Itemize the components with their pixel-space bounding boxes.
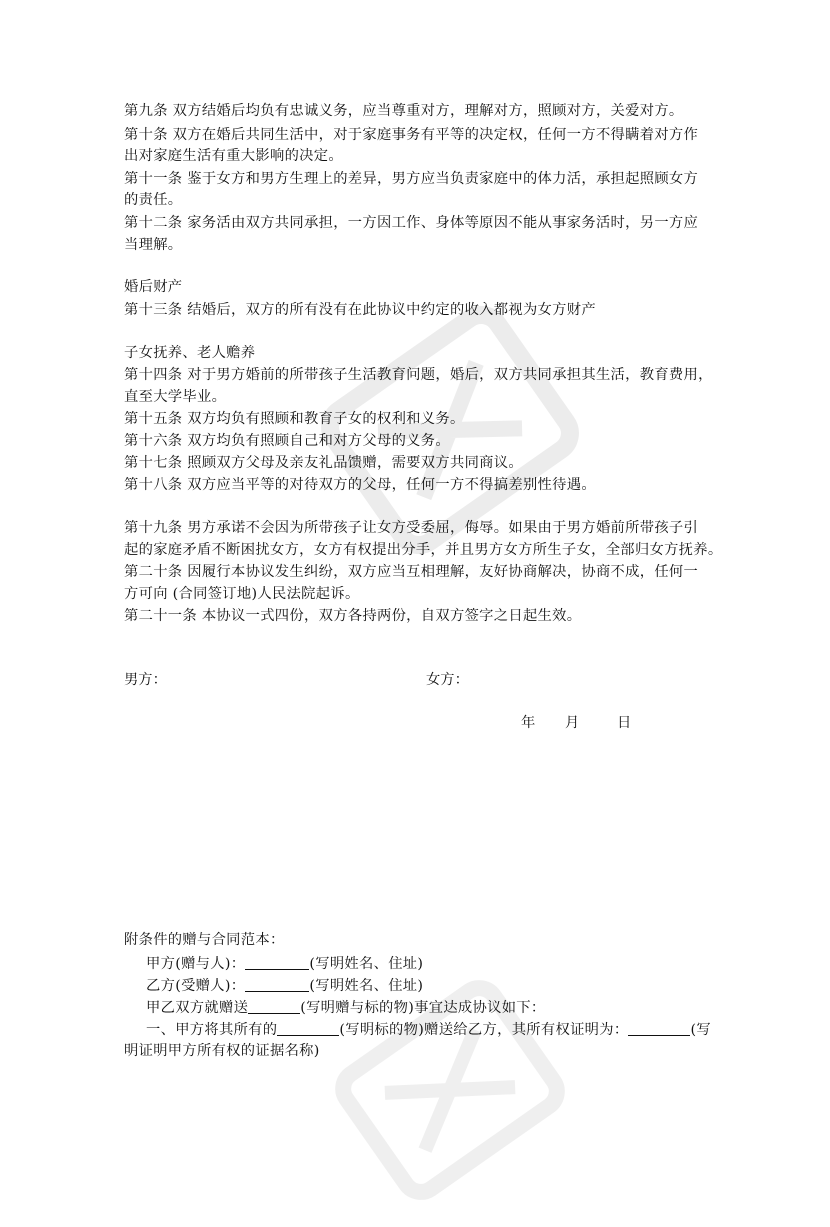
clause-19-line-2: 起的家庭矛盾不断困扰女方，女方有权提出分手，并且男方女方所生子女，全部归女方抚养。 [124, 542, 723, 558]
clause-14-line-2: 直至大学毕业。 [124, 389, 227, 405]
item-1-proof-blank [628, 1019, 690, 1036]
clause-10-line-2: 出对家庭生活有重大影响的决定。 [124, 148, 343, 164]
clause-14-line-1: 第十四条 对于男方婚前的所带孩子生活教育问题，婚后，双方共同承担其生活，教育费用， [124, 367, 713, 383]
clause-20-line-1: 第二十条 因履行本协议发生纠纷，双方应当互相理解，友好协商解决，协商不成，任何一 [124, 564, 699, 580]
clause-11-line-1: 第十一条 鉴于女方和男方生理上的差异，男方应当负责家庭中的体力活，承担起照顾女方 [124, 171, 699, 187]
gift-object-blank [248, 997, 300, 1014]
party-a-blank [245, 953, 309, 970]
item-1-pre: 一、甲方将其所有的 [146, 1022, 278, 1038]
date-day: 日 [617, 715, 632, 731]
clause-17: 第十七条 照顾双方父母及亲友礼品馈赠，需要双方共同商议。 [124, 455, 523, 471]
clause-11-line-2: 的责任。 [124, 192, 183, 208]
date-year: 年 [521, 715, 536, 731]
party-b-hint: (写明姓名、住址) [309, 978, 424, 994]
signature-female: 女方： [426, 672, 469, 688]
item-1-line-2: 明证明甲方所有权的证据名称) [124, 1043, 320, 1059]
clause-10-line-1: 第十条 双方在婚后共同生活中，对于家庭事务有平等的决定权，任何一方不得瞒着对方作 [124, 127, 699, 143]
clause-13: 第十三条 结婚后，双方的所有没有在此协议中约定的收入都视为女方财产 [124, 302, 596, 318]
clause-15: 第十五条 双方均负有照顾和教育子女的权利和义务。 [124, 411, 465, 427]
party-a-label: 甲方(赠与人)： [146, 956, 246, 972]
item-1-mid: (写明标的物)赠送给乙方，其所有权证明为： [339, 1022, 629, 1038]
agreement-pre: 甲乙双方就赠送 [146, 1000, 249, 1016]
party-b-label: 乙方(受赠人)： [146, 978, 246, 994]
section-heading-children: 子女抚养、老人赡养 [124, 345, 256, 361]
gift-contract-title: 附条件的赠与合同范本： [124, 932, 285, 948]
signature-male: 男方： [124, 672, 167, 688]
clause-21: 第二十一条 本协议一式四份，双方各持两份，自双方签字之日起生效。 [124, 608, 582, 624]
clause-20-line-2: 方可向 (合同签订地)人民法院起诉。 [124, 586, 360, 602]
item-1-object-blank [277, 1019, 339, 1036]
clause-16: 第十六条 双方均负有照顾自己和对方父母的义务。 [124, 433, 450, 449]
clause-12-line-2: 当理解。 [124, 237, 183, 253]
clause-9: 第九条 双方结婚后均负有忠诚义务，应当尊重对方，理解对方，照顾对方，关爱对方。 [124, 103, 684, 119]
clause-18: 第十八条 双方应当平等的对待双方的父母，任何一方不得搞差别性待遇。 [124, 477, 596, 493]
agreement-post: (写明赠与标的物)事宜达成协议如下： [300, 1000, 546, 1016]
party-a-hint: (写明姓名、住址) [309, 956, 424, 972]
section-heading-property: 婚后财产 [124, 279, 183, 295]
party-a-row [146, 953, 736, 975]
date-month: 月 [565, 715, 580, 731]
clause-12-line-1: 第十二条 家务活由双方共同承担，一方因工作、身体等原因不能从事家务活时，另一方应 [124, 215, 699, 231]
agreement-row [146, 997, 736, 1019]
party-b-row [146, 975, 736, 997]
party-b-blank [245, 975, 309, 992]
clause-19-line-1: 第十九条 男方承诺不会因为所带孩子让女方受委屈，侮辱。如果由于男方婚前所带孩子引 [124, 520, 699, 536]
item-1-row [146, 1019, 714, 1041]
item-1-post: (写 [690, 1022, 711, 1038]
